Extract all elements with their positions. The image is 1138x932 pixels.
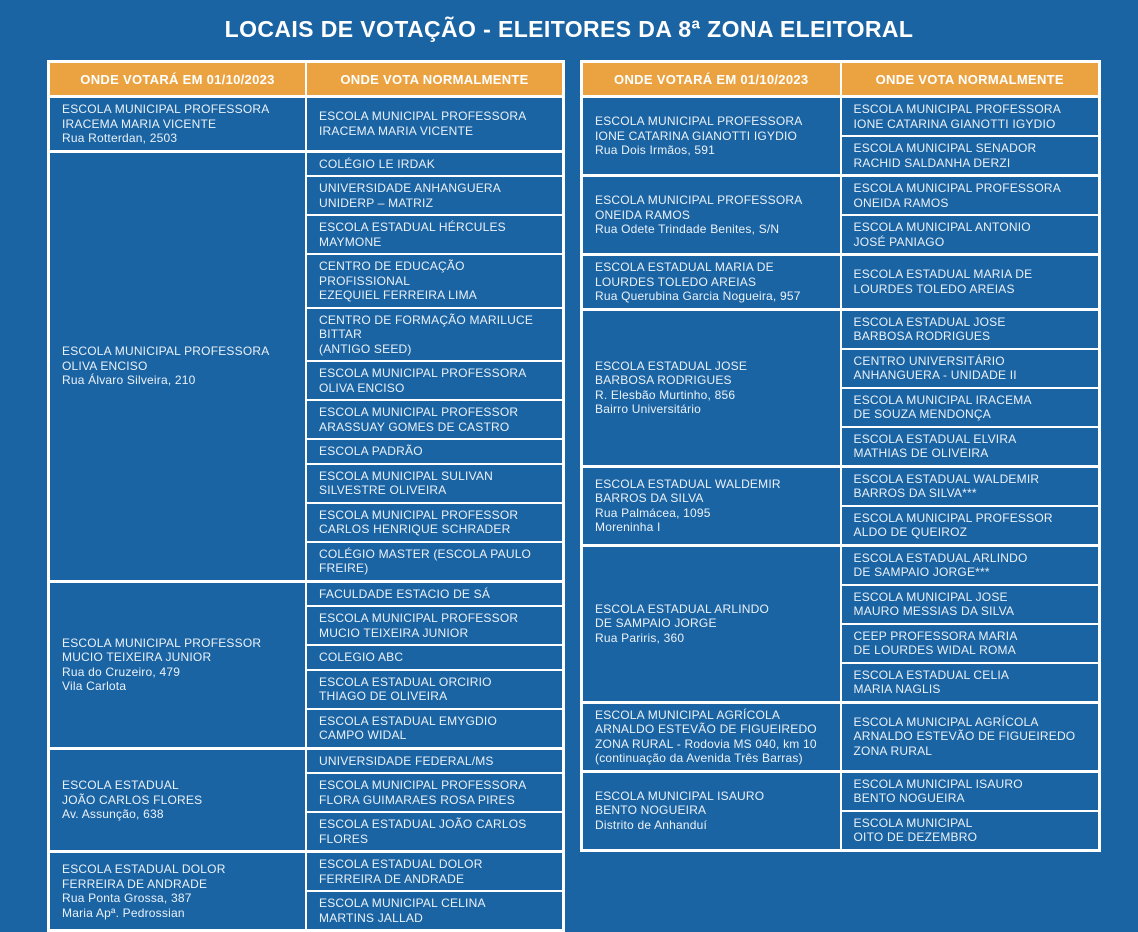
table-row	[582, 309, 1100, 349]
usual-voting-place-cell: COLÉGIO MASTER (ESCOLA PAULO FREIRE)	[306, 542, 564, 582]
usual-voting-place-cell: ESCOLA MUNICIPAL PROFESSORA IRACEMA MARIA VICENTE	[306, 97, 564, 152]
new-voting-place-cell: ESCOLA ESTADUAL JOSE BARBOSA RODRIGUES R. Elesbão Murtinho, 856 Bairro Universitário	[582, 309, 841, 466]
table-row	[582, 466, 1100, 506]
usual-voting-place-cell: ESCOLA MUNICIPAL PROFESSOR MUCIO TEIXEIRA JUNIOR	[306, 606, 564, 645]
usual-voting-place-cell: ESCOLA PADRÃO	[306, 439, 564, 464]
new-voting-place-cell: ESCOLA MUNICIPAL PROFESSORA IRACEMA MARIA VICENTE Rua Rotterdan, 2503	[49, 97, 307, 152]
usual-voting-place-cell: ESCOLA ESTADUAL MARIA DE LOURDES TOLEDO AREIAS	[841, 255, 1100, 310]
usual-voting-place-cell: ESCOLA MUNICIPAL PROFESSOR ARASSUAY GOMES DE CASTRO	[306, 400, 564, 439]
table-row	[582, 97, 1100, 137]
table-row	[582, 771, 1100, 811]
table-row	[49, 97, 564, 152]
table-row	[49, 748, 564, 773]
usual-voting-place-cell: ESCOLA MUNICIPAL AGRÍCOLA ARNALDO ESTEVÃO DE FIGUEIREDO ZONA RURAL	[841, 702, 1100, 771]
usual-voting-place-cell: ESCOLA MUNICIPAL IRACEMA DE SOUZA MENDONÇA	[841, 388, 1100, 427]
new-voting-place-cell: ESCOLA MUNICIPAL AGRÍCOLA ARNALDO ESTEVÃO DE FIGUEIREDO ZONA RURAL - Rodovia MS 040, km 10 (continuação da Avenida Três Barras)	[582, 702, 841, 771]
new-voting-place-cell: ESCOLA MUNICIPAL PROFESSORA ONEIDA RAMOS Rua Odete Trindade Benites, S/N	[582, 176, 841, 255]
table-row	[49, 151, 564, 176]
usual-voting-place-cell: ESCOLA ESTADUAL JOÃO CARLOS FLORES	[306, 812, 564, 852]
usual-voting-place-cell: ESCOLA ESTADUAL HÉRCULES MAYMONE	[306, 215, 564, 254]
usual-voting-place-cell: ESCOLA ESTADUAL ELVIRA MATHIAS DE OLIVEIRA	[841, 427, 1100, 467]
usual-voting-place-cell: ESCOLA MUNICIPAL ISAURO BENTO NOGUEIRA	[841, 771, 1100, 811]
new-voting-place-cell: ESCOLA ESTADUAL DOLOR FERREIRA DE ANDRADE Rua Ponta Grossa, 387 Maria Apª. Pedrossian	[49, 852, 307, 931]
usual-voting-place-cell: ESCOLA ESTADUAL ORCIRIO THIAGO DE OLIVEIRA	[306, 670, 564, 709]
usual-voting-place-cell: ESCOLA MUNICIPAL OITO DE DEZEMBRO	[841, 811, 1100, 851]
usual-voting-place-cell: ESCOLA MUNICIPAL PROFESSORA OLIVA ENCISO	[306, 361, 564, 400]
usual-voting-place-cell: ESCOLA ESTADUAL EMYGDIO CAMPO WIDAL	[306, 709, 564, 749]
usual-voting-place-cell: UNIVERSIDADE FEDERAL/MS	[306, 748, 564, 773]
table-row	[49, 581, 564, 606]
voting-tables-container	[47, 60, 1138, 932]
usual-voting-place-cell: COLÉGIO LE IRDAK	[306, 151, 564, 176]
usual-voting-place-cell: ESCOLA MUNICIPAL PROFESSOR CARLOS HENRIQUE SCHRADER	[306, 503, 564, 542]
new-voting-place-cell: ESCOLA MUNICIPAL PROFESSORA OLIVA ENCISO Rua Álvaro Silveira, 210	[49, 151, 307, 581]
usual-voting-place-cell: ESCOLA ESTADUAL WALDEMIR BARROS DA SILVA***	[841, 466, 1100, 506]
usual-voting-place-cell: ESCOLA MUNICIPAL CELINA MARTINS JALLAD	[306, 891, 564, 931]
table-row	[582, 255, 1100, 310]
usual-voting-place-cell: CEEP PROFESSORA MARIA DE LOURDES WIDAL ROMA	[841, 624, 1100, 663]
usual-voting-place-cell: CENTRO DE FORMAÇÃO MARILUCE BITTAR (ANTIGO SEED)	[306, 308, 564, 362]
usual-voting-place-cell: ESCOLA MUNICIPAL JOSE MAURO MESSIAS DA SILVA	[841, 585, 1100, 624]
usual-voting-place-cell: ESCOLA ESTADUAL DOLOR FERREIRA DE ANDRADE	[306, 852, 564, 892]
usual-voting-place-cell: CENTRO UNIVERSITÁRIO ANHANGUERA - UNIDADE II	[841, 349, 1100, 388]
voting-table-right	[580, 60, 1101, 852]
usual-voting-place-cell: FACULDADE ESTACIO DE SÁ	[306, 581, 564, 606]
usual-voting-place-cell: UNIVERSIDADE ANHANGUERA UNIDERP – MATRIZ	[306, 176, 564, 215]
table-row	[582, 176, 1100, 216]
usual-voting-place-cell: ESCOLA MUNICIPAL SULIVAN SILVESTRE OLIVEIRA	[306, 464, 564, 503]
column-header-election-day: ONDE VOTARÁ EM 01/10/2023	[49, 62, 307, 97]
new-voting-place-cell: ESCOLA MUNICIPAL PROFESSOR MUCIO TEIXEIRA JUNIOR Rua do Cruzeiro, 479 Vila Carlota	[49, 581, 307, 748]
header-row	[582, 62, 1100, 97]
new-voting-place-cell: ESCOLA ESTADUAL JOÃO CARLOS FLORES Av. Assunção, 638	[49, 748, 307, 852]
usual-voting-place-cell: ESCOLA ESTADUAL JOSE BARBOSA RODRIGUES	[841, 309, 1100, 349]
page-title: LOCAIS DE VOTAÇÃO - ELEITORES DA 8ª ZONA ELEITORAL	[224, 16, 914, 42]
usual-voting-place-cell: ESCOLA MUNICIPAL SENADOR RACHID SALDANHA DERZI	[841, 136, 1100, 176]
table-row	[49, 852, 564, 892]
table-row	[582, 545, 1100, 585]
voting-table-left	[47, 60, 565, 932]
column-header-election-day: ONDE VOTARÁ EM 01/10/2023	[582, 62, 841, 97]
column-header-usual-place: ONDE VOTA NORMALMENTE	[841, 62, 1100, 97]
usual-voting-place-cell: ESCOLA ESTADUAL ARLINDO DE SAMPAIO JORGE***	[841, 545, 1100, 585]
header-row	[49, 62, 564, 97]
new-voting-place-cell: ESCOLA ESTADUAL MARIA DE LOURDES TOLEDO AREIAS Rua Querubina Garcia Nogueira, 957	[582, 255, 841, 310]
usual-voting-place-cell: ESCOLA MUNICIPAL PROFESSORA ONEIDA RAMOS	[841, 176, 1100, 216]
usual-voting-place-cell: COLEGIO ABC	[306, 645, 564, 670]
column-header-usual-place: ONDE VOTA NORMALMENTE	[306, 62, 564, 97]
new-voting-place-cell: ESCOLA ESTADUAL ARLINDO DE SAMPAIO JORGE Rua Pariris, 360	[582, 545, 841, 702]
usual-voting-place-cell: ESCOLA ESTADUAL CELIA MARIA NAGLIS	[841, 663, 1100, 703]
usual-voting-place-cell: CENTRO DE EDUCAÇÃO PROFISSIONAL EZEQUIEL FERREIRA LIMA	[306, 254, 564, 308]
new-voting-place-cell: ESCOLA MUNICIPAL ISAURO BENTO NOGUEIRA Distrito de Anhanduí	[582, 771, 841, 850]
usual-voting-place-cell: ESCOLA MUNICIPAL PROFESSORA FLORA GUIMARAES ROSA PIRES	[306, 773, 564, 812]
new-voting-place-cell: ESCOLA MUNICIPAL PROFESSORA IONE CATARINA GIANOTTI IGYDIO Rua Dois Irmãos, 591	[582, 97, 841, 176]
table-row	[582, 702, 1100, 771]
usual-voting-place-cell: ESCOLA MUNICIPAL PROFESSOR ALDO DE QUEIROZ	[841, 506, 1100, 546]
usual-voting-place-cell: ESCOLA MUNICIPAL PROFESSORA IONE CATARINA GIANOTTI IGYDIO	[841, 97, 1100, 137]
new-voting-place-cell: ESCOLA ESTADUAL WALDEMIR BARROS DA SILVA Rua Palmácea, 1095 Moreninha I	[582, 466, 841, 545]
usual-voting-place-cell: ESCOLA MUNICIPAL ANTONIO JOSÉ PANIAGO	[841, 215, 1100, 255]
